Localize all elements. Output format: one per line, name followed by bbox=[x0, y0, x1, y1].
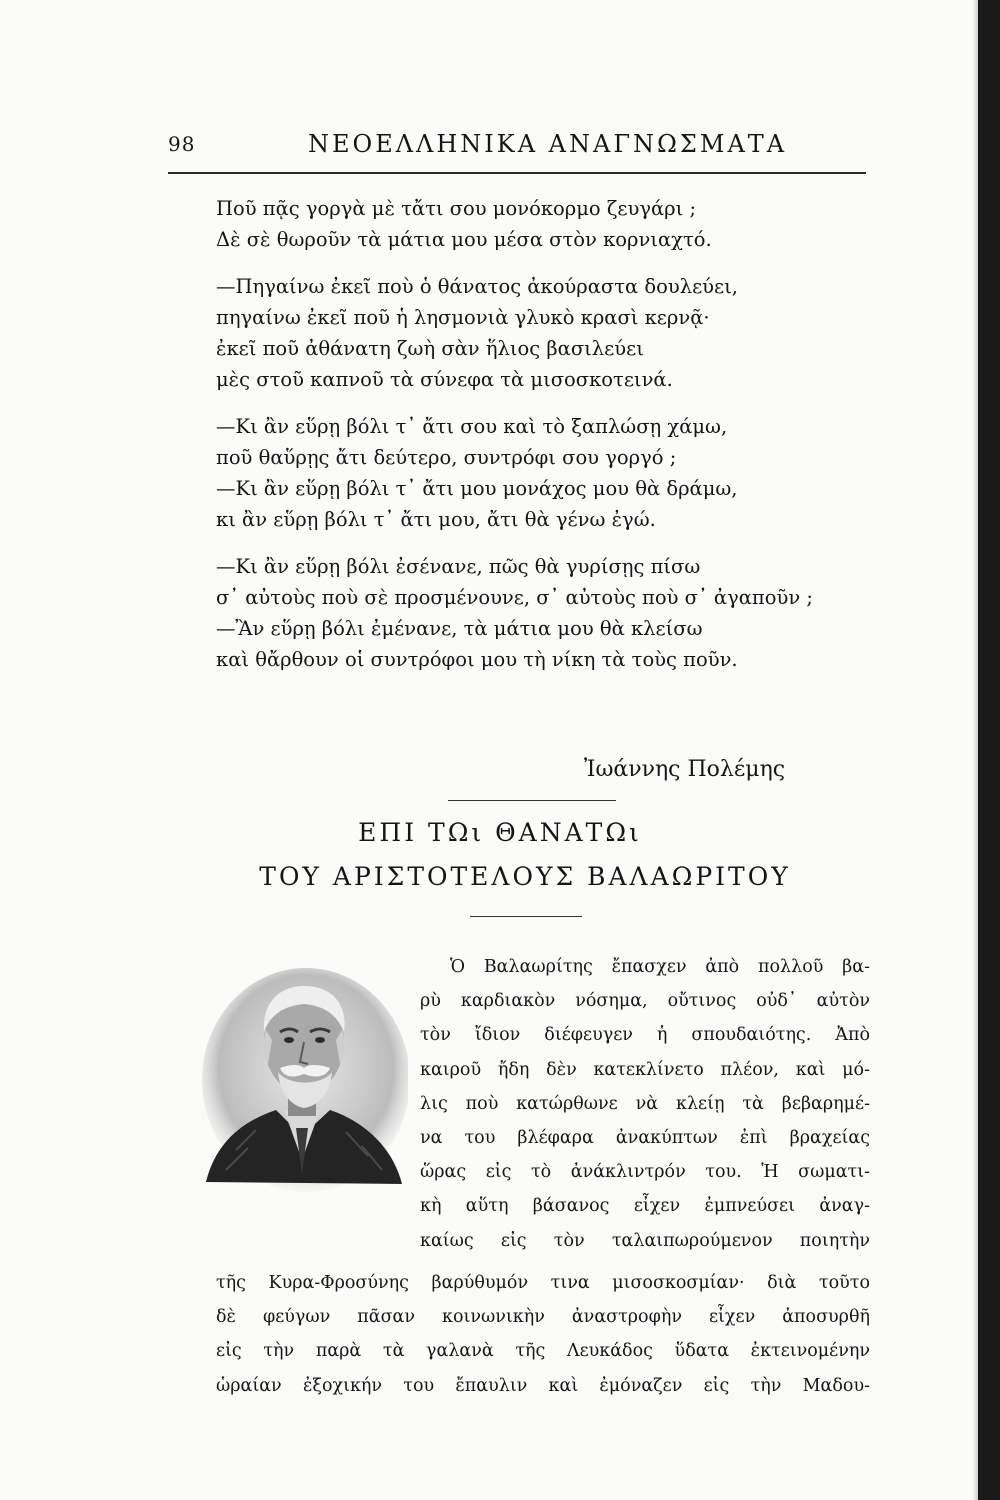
stanza-3 bbox=[216, 411, 866, 535]
poem-line: Ποῦ πᾷς γοργὰ μὲ τἄτι σου μονόκορμο ζευγάρι ; bbox=[216, 197, 697, 220]
section-heading-line1: ΕΠΙ ΤΩι ΘΑΝΑΤΩι bbox=[358, 818, 642, 847]
poem-line: σ᾽ αὐτοὺς ποὺ σὲ προσμένουνε, σ᾽ αὐτοὺς ποὺ σ᾽ ἀγαποῦν ; bbox=[216, 586, 813, 609]
prose-narrow-column bbox=[420, 950, 870, 1258]
page-number: 98 bbox=[168, 132, 196, 156]
prose-line: εἰς τὴν παρὰ τὰ γαλανὰ τῆς Λευκάδος ὕδατα ἐκτεινομένην bbox=[216, 1341, 870, 1362]
portrait-image bbox=[196, 960, 408, 1192]
poem-line: κι ἂν εὕρῃ βόλι τ᾽ ἄτι μου, ἄτι θὰ γένω ἐγώ. bbox=[216, 508, 656, 531]
section-heading-line2: ΤΟΥ ΑΡΙΣΤΟΤΕΛΟΥΣ ΒΑΛΑΩΡΙΤΟΥ bbox=[259, 862, 791, 891]
poem-line: Δὲ σὲ θωροῦν τὰ μάτια μου μέσα στὸν κορνιαχτό. bbox=[216, 228, 712, 251]
scan-border bbox=[978, 0, 1000, 1500]
prose-line: να του βλέφαρα ἀνακύπτων ἐπὶ βραχείας bbox=[420, 1128, 870, 1149]
poem-line: μὲς στοῦ καπνοῦ τὰ σύνεφα τὰ μισοσκοτεινά. bbox=[216, 368, 673, 391]
poem bbox=[216, 193, 866, 691]
portrait-of-valaoritis-icon bbox=[196, 960, 408, 1192]
prose-line: δὲ φεύγων πᾶσαν κοινωνικὴν ἀναστροφὴν εἶχεν ἀποσυρθῆ bbox=[216, 1307, 870, 1328]
poem-line: ἐκεῖ ποῦ ἀθάνατη ζωὴ σὰν ἥλιος βασιλεύει bbox=[216, 337, 644, 360]
prose-line: ὡραίαν ἐξοχικήν του ἔπαυλιν καὶ ἐμόναζεν εἰς τὴν Μαδου- bbox=[216, 1375, 870, 1396]
prose-line: καιροῦ ἤδη δὲν κατεκλίνετο πλέον, καὶ μό- bbox=[420, 1059, 870, 1080]
poem-line: πηγαίνω ἐκεῖ ποῦ ἡ λησμονιὰ γλυκὸ κρασὶ κερνᾷ· bbox=[216, 306, 710, 329]
prose-line: κὴ αὕτη βάσανος εἶχεν ἐμπνεύσει ἀναγ- bbox=[420, 1196, 870, 1217]
page-header bbox=[168, 128, 868, 168]
poem-line: —Κι ἂν εὕρῃ βόλι ἐσένανε, πῶς θὰ γυρίσῃς πίσω bbox=[216, 555, 701, 578]
stanza-2 bbox=[216, 271, 866, 395]
poem-line: καὶ θἄρθουν οἱ συντρόφοι μου τὴ νίκη τὰ τοὺς ποῦν. bbox=[216, 648, 738, 671]
poem-line: —Ἂν εὕρῃ βόλι ἐμένανε, τὰ μάτια μου θὰ κλείσω bbox=[216, 617, 703, 640]
poem-line: —Κι ἂν εὕρῃ βόλι τ᾽ ἄτι σου καὶ τὸ ξαπλώσῃ χάμω, bbox=[216, 415, 728, 438]
stanza-1 bbox=[216, 193, 866, 255]
prose-wide-column bbox=[216, 1266, 870, 1403]
poem-line: —Πηγαίνω ἐκεῖ ποὺ ὁ θάνατος ἀκούραστα δουλεύει, bbox=[216, 275, 738, 298]
poem-line: —Κι ἂν εὕρῃ βόλι τ᾽ ἄτι μου μονάχος μου θὰ δράμω, bbox=[216, 477, 738, 500]
stanza-4 bbox=[216, 551, 866, 675]
prose-line: ρὺ καρδιακὸν νόσημα, οὔτινος οὐδ᾽ αὐτὸν bbox=[420, 991, 870, 1012]
running-title: ΝΕΟΕΛΛΗΝΙΚΑ ΑΝΑΓΝΩΣΜΑΤΑ bbox=[308, 130, 788, 158]
poem-line: ποῦ θαὕρῃς ἄτι δεύτερο, συντρόφι σου γοργό ; bbox=[216, 446, 677, 469]
prose-line: τῆς Κυρα-Φροσύνης βαρύθυμόν τινα μισοσκοσμίαν· διὰ τοῦτο bbox=[216, 1273, 870, 1293]
prose-line: τὸν ἴδιον διέφευγεν ἡ σπουδαιότης. Ἀπὸ bbox=[420, 1025, 870, 1046]
prose-line: καίως εἰς τὸν ταλαιπωρούμενον ποιητὴν bbox=[420, 1230, 870, 1251]
prose-line: Ὁ Βαλαωρίτης ἔπασχεν ἀπὸ πολλοῦ βα- bbox=[450, 957, 870, 977]
poem-author: Ἰωάννης Πολέμης bbox=[584, 757, 786, 782]
header-rule bbox=[168, 172, 866, 174]
section-divider bbox=[448, 800, 616, 801]
prose-line: λις ποὺ κατώρθωνε νὰ κλείῃ τὰ βεβαρημέ- bbox=[420, 1093, 870, 1114]
prose-line: ὥρας εἰς τὸ ἀνάκλιντρόν του. Ἡ σωματι- bbox=[420, 1162, 870, 1183]
heading-divider bbox=[470, 916, 582, 917]
